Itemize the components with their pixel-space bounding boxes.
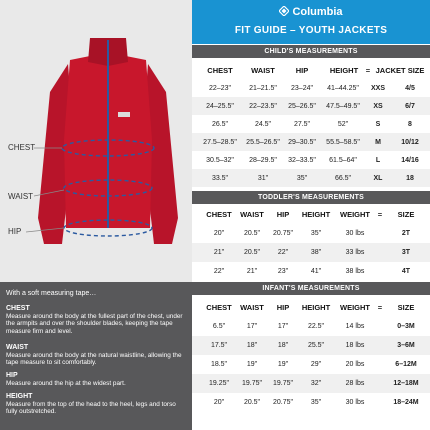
- table-cell: 22": [277, 249, 289, 256]
- table-cell: 29–30.5": [288, 138, 316, 146]
- table-cell: 3–6M: [397, 342, 415, 349]
- table-cell: 47.5–49.5": [326, 102, 360, 110]
- table-cell: 25.5–26.5": [246, 138, 280, 146]
- instruction-term: HIP: [6, 372, 18, 379]
- table-cell: 22": [213, 268, 225, 275]
- instruction-text: Measure from the top of the head to the heel, legs and torso fully outstretched.: [6, 400, 176, 416]
- infant-section-title: INFANT'S MEASUREMENTS: [192, 282, 430, 295]
- col-header: =: [377, 209, 383, 219]
- table-cell: 17": [246, 323, 258, 330]
- waist-label: WAIST: [8, 192, 34, 201]
- chest-logo-patch: [118, 112, 130, 117]
- table-cell: 4T: [401, 268, 411, 275]
- table-cell: 41": [310, 268, 322, 275]
- table-cell: 17": [277, 323, 289, 330]
- child-header-row: [192, 64, 430, 76]
- table-cell: 38 lbs: [345, 268, 365, 275]
- col-header: HIP: [295, 65, 309, 75]
- col-header: HIP: [276, 302, 290, 312]
- table-cell: 19": [246, 361, 258, 368]
- table-cell: 19.75": [241, 380, 262, 387]
- table-cell: XXS: [370, 84, 385, 92]
- instruction-text: Measure around the body at the natural waistline, allowing the tape measure to sit comfortably.: [6, 351, 182, 367]
- col-header: HEIGHT: [301, 302, 331, 312]
- toddler-table-row: [192, 262, 430, 281]
- table-cell: 20.75": [272, 399, 293, 406]
- page-title: FIT GUIDE – YOUTH JACKETS: [234, 25, 388, 36]
- col-header: =: [377, 302, 383, 312]
- instruction-height: [6, 393, 188, 416]
- col-header: HIP: [276, 209, 290, 219]
- table-cell: 6/7: [405, 102, 415, 110]
- table-cell: 20.5": [243, 230, 261, 237]
- table-cell: 14 lbs: [345, 323, 365, 330]
- table-cell: 18: [406, 174, 414, 182]
- table-cell: 55.5–58.5": [326, 138, 360, 146]
- table-cell: 18": [277, 342, 289, 349]
- instruction-hip: [6, 372, 188, 387]
- infant-table-row: [192, 336, 430, 355]
- col-header: SIZE: [397, 209, 415, 219]
- table-cell: 14/16: [401, 156, 419, 164]
- table-cell: 25.5": [307, 342, 325, 349]
- col-header: WAIST: [240, 209, 264, 219]
- table-cell: 32–33.5": [288, 156, 316, 164]
- child-table-row: [192, 79, 430, 97]
- col-header: WEIGHT: [340, 209, 370, 219]
- table-cell: 21": [246, 268, 258, 275]
- jacket-illustration-area: [0, 0, 192, 282]
- table-cell: 30 lbs: [345, 399, 365, 406]
- col-header: WEIGHT: [340, 302, 370, 312]
- col-header: WAIST: [240, 302, 264, 312]
- infant-table-row: [192, 317, 430, 336]
- col-header: HEIGHT: [329, 65, 359, 75]
- table-cell: 20 lbs: [345, 361, 365, 368]
- table-cell: 20": [213, 399, 225, 406]
- instruction-term: HEIGHT: [6, 393, 33, 400]
- table-cell: 35": [296, 174, 308, 182]
- table-cell: 28–29.5": [249, 156, 277, 164]
- infant-table-row: [192, 374, 430, 393]
- table-cell: 22–23.5": [249, 102, 277, 110]
- table-cell: 18–24M: [393, 399, 419, 406]
- table-cell: 52": [337, 120, 349, 128]
- jacket-illustration: [0, 0, 192, 282]
- table-cell: 21–21.5": [249, 84, 277, 92]
- hip-label: HIP: [8, 227, 22, 236]
- table-cell: 20.75": [272, 230, 293, 237]
- table-cell: 18": [246, 342, 258, 349]
- child-table-row: [192, 151, 430, 169]
- table-cell: 23–24": [291, 84, 313, 92]
- table-cell: 27.5–28.5": [203, 138, 237, 146]
- table-cell: 19.25": [208, 380, 229, 387]
- instruction-text: Measure around the hip at the widest part.: [6, 379, 126, 387]
- child-table-row: [192, 133, 430, 151]
- table-cell: 0–3M: [397, 323, 415, 330]
- table-cell: 3T: [401, 249, 411, 256]
- table-cell: 20.5": [243, 399, 261, 406]
- table-cell: 8: [408, 120, 412, 128]
- table-cell: 20": [213, 230, 225, 237]
- table-cell: M: [375, 138, 381, 146]
- table-cell: XL: [373, 174, 383, 182]
- table-cell: 21": [213, 249, 225, 256]
- table-cell: 29": [310, 361, 322, 368]
- table-cell: 20.5": [243, 249, 261, 256]
- table-cell: 35": [310, 230, 322, 237]
- instruction-term: CHEST: [6, 305, 30, 312]
- table-cell: 26.5": [211, 120, 229, 128]
- col-header: WAIST: [251, 65, 275, 75]
- chest-label: CHEST: [8, 143, 36, 152]
- table-cell: 22–23": [209, 84, 231, 92]
- table-cell: 30.5–32": [206, 156, 234, 164]
- child-section-title: CHILD'S MEASUREMENTS: [192, 45, 430, 58]
- child-table-row: [192, 115, 430, 133]
- instructions-lead: With a soft measuring tape…: [6, 290, 97, 297]
- infant-table-row: [192, 393, 430, 412]
- infant-table-row: [192, 355, 430, 374]
- table-cell: 18 lbs: [345, 342, 365, 349]
- table-cell: S: [375, 120, 381, 128]
- table-cell: 19.75": [272, 380, 293, 387]
- instruction-term: WAIST: [6, 344, 29, 351]
- child-table-row: [192, 169, 430, 187]
- table-cell: XS: [373, 102, 383, 110]
- table-cell: 4/5: [405, 84, 415, 92]
- table-cell: 38": [310, 249, 322, 256]
- table-cell: 35": [310, 399, 322, 406]
- table-cell: 31": [257, 174, 269, 182]
- table-cell: 28 lbs: [345, 380, 365, 387]
- col-header: =: [365, 65, 371, 75]
- table-cell: 17.5": [210, 342, 228, 349]
- brand-logo: [192, 6, 430, 18]
- columbia-diamond-icon: [279, 6, 289, 16]
- instruction-waist: [6, 344, 188, 367]
- col-header: SIZE: [397, 302, 415, 312]
- table-cell: 6.5": [212, 323, 226, 330]
- table-cell: 41–44.25": [327, 84, 359, 92]
- brand-header: [192, 0, 430, 44]
- col-header: CHEST: [207, 65, 233, 75]
- table-cell: 25–26.5": [288, 102, 316, 110]
- col-header: CHEST: [206, 209, 232, 219]
- left-panel: [0, 0, 192, 430]
- col-header: HEIGHT: [301, 209, 331, 219]
- table-cell: L: [375, 156, 381, 164]
- infant-header-row: [192, 301, 430, 313]
- instruction-text: Measure around the body at the fullest part of the chest, under the armpits and over the shoulder blades, keeping the tape measure firm and level.: [6, 312, 183, 335]
- table-cell: 10/12: [401, 138, 419, 146]
- size-chart-panel: [192, 0, 430, 430]
- table-cell: 32": [310, 380, 322, 387]
- table-cell: 24–25.5": [206, 102, 234, 110]
- toddler-table-row: [192, 224, 430, 243]
- table-cell: 33 lbs: [345, 249, 365, 256]
- col-header: CHEST: [206, 302, 232, 312]
- table-cell: 19": [277, 361, 289, 368]
- table-cell: 23": [277, 268, 289, 275]
- child-table-row: [192, 97, 430, 115]
- table-cell: 18.5": [210, 361, 228, 368]
- toddler-section-title: TODDLER'S MEASUREMENTS: [192, 191, 430, 204]
- table-cell: 6–12M: [395, 361, 417, 368]
- toddler-table-row: [192, 243, 430, 262]
- col-header: JACKET SIZE: [375, 65, 425, 75]
- table-cell: 30 lbs: [345, 230, 365, 237]
- instruction-chest: [6, 305, 188, 335]
- table-cell: 2T: [401, 230, 411, 237]
- table-cell: 12–18M: [393, 380, 419, 387]
- table-cell: 33.5": [211, 174, 229, 182]
- table-cell: 66.5": [334, 174, 352, 182]
- table-cell: 61.5–64": [329, 156, 357, 164]
- measuring-instructions: [0, 282, 192, 430]
- brand-name: Columbia: [292, 6, 343, 18]
- table-cell: 22.5": [307, 323, 325, 330]
- toddler-header-row: [192, 208, 430, 220]
- table-cell: 27.5": [293, 120, 311, 128]
- table-cell: 24.5": [254, 120, 272, 128]
